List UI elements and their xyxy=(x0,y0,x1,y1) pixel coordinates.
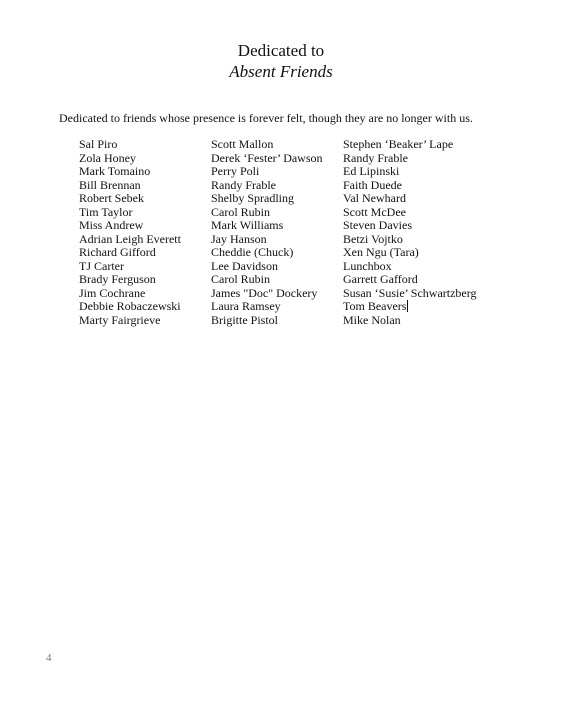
name-entry[interactable]: Mark Tomaino xyxy=(79,164,151,178)
name-entry[interactable]: Shelby Spradling xyxy=(211,191,294,205)
page-number: 4 xyxy=(46,652,52,664)
name-entry[interactable]: Mike Nolan xyxy=(343,312,401,327)
dedication-title: Dedicated to xyxy=(237,41,325,60)
name-entry[interactable]: Sal Piro xyxy=(79,137,118,151)
name-entry[interactable]: Jim Cochrane xyxy=(79,285,146,300)
dedication-subtitle: Absent Friends xyxy=(229,62,333,81)
name-entry[interactable]: James "Doc" Dockery xyxy=(211,285,318,300)
name-entry[interactable]: Laura Ramsey xyxy=(211,299,281,313)
name-entry[interactable]: Faith Duede xyxy=(343,177,402,192)
name-entry[interactable]: Jay Hanson xyxy=(211,231,267,246)
text-cursor xyxy=(407,300,408,312)
name-entry[interactable]: Debbie Robaczewski xyxy=(79,299,181,313)
name-entry[interactable]: Randy Frable xyxy=(211,177,276,192)
name-entry[interactable]: Susan ‘Susie’ Schwartzberg xyxy=(343,285,477,300)
name-entry-with-cursor[interactable] xyxy=(343,300,477,314)
name-entry[interactable]: Scott Mallon xyxy=(211,137,274,151)
name-entry[interactable]: Val Newhard xyxy=(343,191,406,205)
name-entry[interactable]: Robert Sebek xyxy=(79,191,144,205)
name-entry[interactable]: Mark Williams xyxy=(211,218,284,232)
name-entry[interactable]: Perry Poli xyxy=(211,164,260,178)
name-entry[interactable]: Garrett Gafford xyxy=(343,272,418,286)
name-entry[interactable]: Richard Gifford xyxy=(79,245,156,259)
name-entry-text[interactable]: Tom Beavers xyxy=(343,299,407,313)
names-column-1 xyxy=(79,138,181,327)
name-entry[interactable]: Miss Andrew xyxy=(79,218,144,232)
name-entry[interactable]: Tim Taylor xyxy=(79,204,133,219)
name-entry[interactable]: Carol Rubin xyxy=(211,204,270,219)
name-entry[interactable]: Lee Davidson xyxy=(211,258,278,273)
name-entry[interactable]: Steven Davies xyxy=(343,218,412,232)
name-entry[interactable]: Lunchbox xyxy=(343,258,392,273)
name-entry[interactable]: Brady Ferguson xyxy=(79,272,156,286)
name-entry[interactable]: Scott McDee xyxy=(343,204,406,219)
name-entry[interactable]: Xen Ngu (Tara) xyxy=(343,245,419,259)
names-list xyxy=(0,138,562,338)
name-entry[interactable]: Zola Honey xyxy=(79,150,136,165)
name-entry[interactable]: Carol Rubin xyxy=(211,272,270,286)
name-entry[interactable]: Marty Fairgrieve xyxy=(79,312,161,327)
name-entry[interactable]: Brigitte Pistol xyxy=(211,312,279,327)
name-entry[interactable]: Betzi Vojtko xyxy=(343,231,403,246)
name-entry[interactable]: Bill Brennan xyxy=(79,177,141,192)
names-column-2 xyxy=(211,138,323,327)
name-entry[interactable]: Stephen ‘Beaker’ Lape xyxy=(343,137,454,151)
names-column-3 xyxy=(343,138,477,327)
name-entry[interactable]: Adrian Leigh Everett xyxy=(79,231,181,246)
name-entry[interactable]: Ed Lipinski xyxy=(343,164,400,178)
dedication-intro[interactable]: Dedicated to friends whose presence is forever felt, though they are no longer with us. xyxy=(59,111,473,125)
name-entry[interactable]: Randy Frable xyxy=(343,150,408,165)
name-entry[interactable]: TJ Carter xyxy=(79,258,124,273)
name-entry[interactable]: Derek ‘Fester’ Dawson xyxy=(211,150,323,165)
name-entry[interactable]: Cheddie (Chuck) xyxy=(211,245,294,259)
